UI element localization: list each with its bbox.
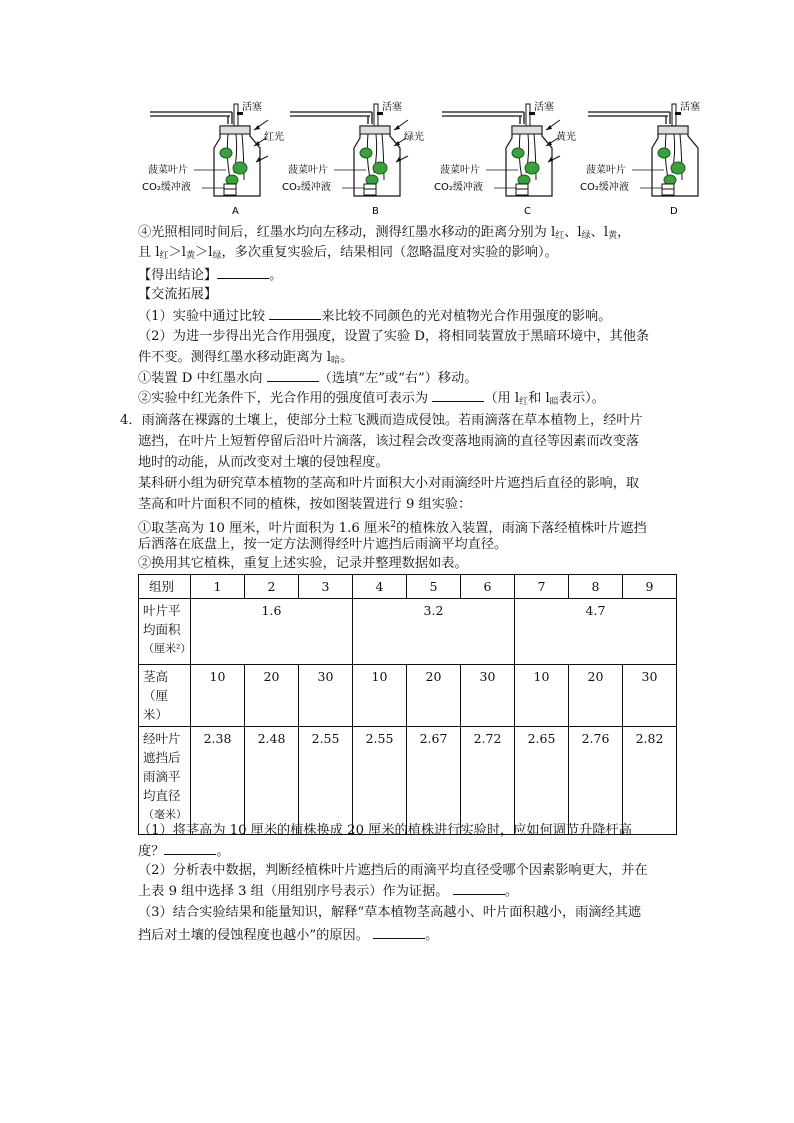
light-label: 红光 (264, 132, 284, 143)
table-cell: 10 (515, 665, 569, 727)
answer-blank[interactable] (267, 369, 319, 382)
after-q2-l2: 上表 9 组中选择 3 组（用组别序号表示）作为证据。 。 (138, 884, 518, 899)
table-cell: 10 (353, 665, 407, 727)
valve-label: 活塞 (382, 102, 402, 113)
leaf-label: 菠菜叶片 (148, 165, 188, 176)
panel-letter: B (372, 206, 379, 217)
exchange-title: 【交流拓展】 (138, 287, 218, 302)
table-cell: 8 (569, 575, 623, 599)
q4-step1-l2: 后洒落在底盘上，按一定方法测得经叶片遮挡后雨滴平均直径。 (138, 537, 508, 552)
table-cell: 4 (353, 575, 407, 599)
table-cell: 9 (623, 575, 677, 599)
table-cell: 2.72 (461, 727, 515, 835)
panel-c (434, 100, 576, 217)
after-q2-l1: （2）分析表中数据，判断经植株叶片遮挡后的雨滴平均直径受哪个因素影响更大，并在 (138, 863, 648, 878)
after-q3-l1: （3）结合实验结果和能量知识，解释“草本植物茎高越小、叶片面积越小，雨滴经其遮 (138, 905, 642, 920)
exchange-q1: （1）实验中通过比较 来比较不同颜色的光对植物光合作用强度的影响。 (138, 309, 612, 324)
valve-label: 活塞 (242, 102, 262, 113)
table-cell: 2.48 (245, 727, 299, 835)
leaf-label: 菠菜叶片 (586, 165, 626, 176)
table-cell: 4.7 (515, 599, 677, 665)
q4-step2: ②换用其它植株，重复上述实验，记录并整理数据如表。 (138, 556, 468, 571)
q4-step1-l1: ①取茎高为 10 厘米，叶片面积为 1.6 厘米$^2$的植株放入装置，雨滴下落经植株叶片遮挡 (138, 520, 647, 536)
table-header: 组别 (139, 575, 191, 599)
table-cell: 5 (407, 575, 461, 599)
after-q1-l1: （1）将茎高为 10 厘米的植株换成 20 厘米的植株进行实验时，应如何调节升降杆高 (138, 823, 632, 838)
table-cell: 1.6 (191, 599, 353, 665)
exchange-q2-line1: （2）为进一步得出光合作用强度，设置了实验 D，将相同装置放于黑暗环境中，其他条 (138, 329, 650, 344)
answer-blank[interactable] (217, 266, 269, 279)
table-cell: 1 (191, 575, 245, 599)
table-cell: 2 (245, 575, 299, 599)
after-q3-l2: 挡后对土壤的侵蚀程度也越小”的原因。 。 (138, 928, 439, 943)
buffer-label: CO₂缓冲液 (142, 182, 191, 193)
table-cell: 2.82 (623, 727, 677, 835)
table-cell: 3 (299, 575, 353, 599)
answer-blank[interactable] (269, 307, 321, 320)
q4-p2-l2: 茎高和叶片面积不同的植株，按如图装置进行 9 组实验： (138, 497, 472, 512)
exchange-q2-line2: 件不变。测得红墨水移动距离为 $l_暗$。 (138, 350, 354, 366)
light-label: 绿光 (404, 132, 424, 143)
table-row (139, 727, 677, 835)
table-cell: 2.55 (299, 727, 353, 835)
table-cell: 2.76 (569, 727, 623, 835)
table-cell: 20 (245, 665, 299, 727)
answer-blank[interactable] (373, 926, 425, 939)
table-cell: 2.65 (515, 727, 569, 835)
table-cell: 3.2 (353, 599, 515, 665)
table-cell: 20 (407, 665, 461, 727)
table-header: 叶片平 均面积 （厘米²） (139, 599, 191, 665)
q4-p2-l1: 某科研小组为研究草本植物的茎高和叶片面积大小对雨滴经叶片遮挡后直径的影响，取 (138, 476, 640, 491)
step4-line1: ④光照相同时间后，红墨水均向左移动，测得红墨水移动的距离分别为 $l_红$、$l_绿$、$l_黄$， (138, 225, 631, 241)
table-header: 茎高（厘 米） (139, 665, 191, 727)
table-cell: 20 (569, 665, 623, 727)
table-cell: 30 (461, 665, 515, 727)
exchange-q2-1: ①装置 D 中红墨水向 （选填“左”或“右”）移动。 (138, 371, 478, 386)
table-cell: 2.38 (191, 727, 245, 835)
panel-letter: D (670, 206, 678, 217)
table-cell: 10 (191, 665, 245, 727)
panel-b (282, 100, 424, 217)
valve-label: 活塞 (534, 102, 554, 113)
table-cell: 30 (299, 665, 353, 727)
table-row (139, 599, 677, 665)
step4-line2: 且 $l_红>l_黄>l_绿$，多次重复实验后，结果相同（忽略温度对实验的影响）。 (138, 245, 558, 261)
table-cell: 6 (461, 575, 515, 599)
table-row (139, 575, 677, 599)
table-row (139, 665, 677, 727)
answer-blank[interactable] (453, 882, 505, 895)
buffer-label: CO₂缓冲液 (282, 182, 331, 193)
panel-a (142, 100, 284, 217)
table-cell: 7 (515, 575, 569, 599)
panel-d (580, 100, 700, 217)
leaf-label: 菠菜叶片 (288, 165, 328, 176)
panel-letter: A (232, 206, 239, 217)
answer-blank[interactable] (164, 842, 216, 855)
exchange-q2-2: ②实验中红光条件下，光合作用的强度值可表示为 （用 $l_红$和 $l_暗$表示）。 (138, 391, 605, 407)
table-cell: 30 (623, 665, 677, 727)
q4-p1-l2: 遮挡，在叶片上短暂停留后沿叶片滴落，该过程会改变落地雨滴的直径等因素而改变落 (138, 434, 640, 449)
data-table (138, 574, 677, 835)
q4-p1-l3: 地时的动能，从而改变对土壤的侵蚀程度。 (138, 455, 389, 470)
leaf-label: 菠菜叶片 (440, 165, 480, 176)
valve-label: 活塞 (680, 102, 700, 113)
conclusion-line: 【得出结论】 。 (138, 268, 283, 283)
buffer-label: CO₂缓冲液 (580, 182, 629, 193)
after-q1-l2: 度？ 。 (138, 844, 230, 859)
buffer-label: CO₂缓冲液 (434, 182, 483, 193)
table-header: 经叶片 遮挡后 雨滴平 均直径 （毫米） (139, 727, 191, 835)
light-label: 黄光 (556, 132, 576, 143)
answer-blank[interactable] (432, 389, 484, 402)
apparatus-figure (140, 98, 700, 220)
table-cell: 2.67 (407, 727, 461, 835)
panel-letter: C (524, 206, 531, 217)
q4-p1-l1: 4．雨滴落在裸露的土壤上，使部分土粒飞溅而造成侵蚀。若雨滴落在草本植物上，经叶片 (120, 413, 643, 428)
table-cell: 2.55 (353, 727, 407, 835)
